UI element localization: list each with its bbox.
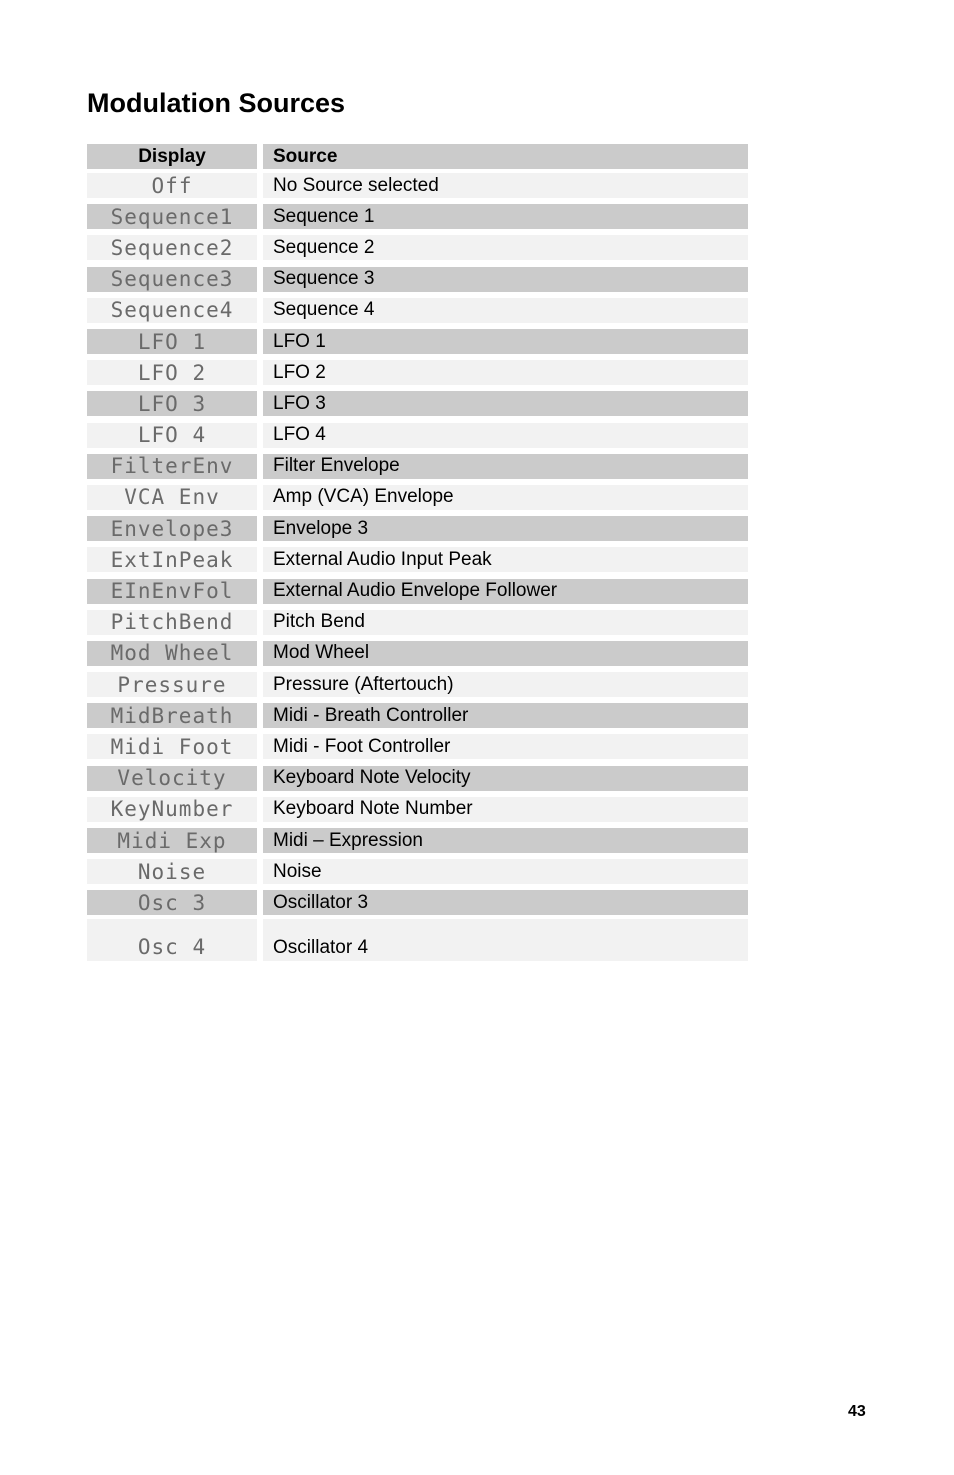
source-cell: Pressure (Aftertouch): [263, 672, 748, 697]
table-row: [87, 544, 748, 575]
source-cell: LFO 2: [263, 360, 748, 385]
page-number: 43: [848, 1403, 866, 1420]
display-cell: Sequence3: [87, 267, 257, 292]
source-cell: External Audio Input Peak: [263, 547, 748, 572]
table-row: [87, 638, 748, 669]
table-row: [87, 170, 748, 201]
display-cell: LFO 1: [87, 329, 257, 354]
source-cell: Noise: [263, 859, 748, 884]
display-cell: Osc 3: [87, 890, 257, 915]
display-cell: LFO 3: [87, 391, 257, 416]
table-row: [87, 731, 748, 762]
source-cell: LFO 1: [263, 329, 748, 354]
source-cell: Keyboard Note Velocity: [263, 766, 748, 791]
table-row: [87, 856, 748, 887]
source-cell: LFO 3: [263, 391, 748, 416]
table-row: [87, 295, 748, 326]
display-cell: VCA Env: [87, 485, 257, 510]
source-cell: Midi - Foot Controller: [263, 734, 748, 759]
display-cell: FilterEnv: [87, 454, 257, 479]
source-cell: Oscillator 3: [263, 890, 748, 915]
source-cell: Mod Wheel: [263, 641, 748, 666]
source-cell: External Audio Envelope Follower: [263, 579, 748, 604]
display-cell: Velocity: [87, 766, 257, 791]
display-cell: Sequence4: [87, 298, 257, 323]
table-row: [87, 420, 748, 451]
source-cell: Filter Envelope: [263, 454, 748, 479]
page-title: Modulation Sources: [87, 88, 346, 118]
source-cell: LFO 4: [263, 423, 748, 448]
display-cell: LFO 4: [87, 423, 257, 448]
display-cell: MidBreath: [87, 703, 257, 728]
source-cell: Amp (VCA) Envelope: [263, 485, 748, 510]
source-cell: Midi – Expression: [263, 828, 748, 853]
display-cell: EInEnvFol: [87, 579, 257, 604]
table-row: [87, 887, 748, 918]
source-cell: Oscillator 4: [263, 919, 748, 961]
source-cell: Sequence 4: [263, 298, 748, 323]
table-row: [87, 513, 748, 544]
table-row: [87, 669, 748, 700]
source-cell: Envelope 3: [263, 516, 748, 541]
table-row: [87, 700, 748, 731]
display-cell: Pressure: [87, 672, 257, 697]
table-row: [87, 201, 748, 232]
display-cell: Envelope3: [87, 516, 257, 541]
table-row: [87, 264, 748, 295]
table-row: [87, 919, 748, 961]
source-cell: No Source selected: [263, 173, 748, 198]
table-row: [87, 825, 748, 856]
display-cell: Sequence2: [87, 235, 257, 260]
table-row: [87, 482, 748, 513]
display-cell: Sequence1: [87, 204, 257, 229]
table-row: [87, 575, 748, 606]
display-cell: KeyNumber: [87, 797, 257, 822]
source-cell: Sequence 1: [263, 204, 748, 229]
source-cell: Sequence 3: [263, 267, 748, 292]
display-cell: Osc 4: [87, 919, 257, 961]
table-row: [87, 607, 748, 638]
table-row: [87, 357, 748, 388]
table-row: [87, 451, 748, 482]
source-cell: Sequence 2: [263, 235, 748, 260]
table-row: [87, 794, 748, 825]
display-cell: Midi Foot: [87, 734, 257, 759]
table-row: [87, 326, 748, 357]
table-row: [87, 763, 748, 794]
display-cell: ExtInPeak: [87, 547, 257, 572]
display-cell: Noise: [87, 859, 257, 884]
source-cell: Midi - Breath Controller: [263, 703, 748, 728]
header-display: Display: [87, 144, 257, 169]
display-cell: Mod Wheel: [87, 641, 257, 666]
display-cell: LFO 2: [87, 360, 257, 385]
display-cell: Off: [87, 173, 257, 198]
table-header-row: [87, 143, 748, 170]
display-cell: PitchBend: [87, 610, 257, 635]
header-source: Source: [263, 144, 748, 169]
table-row: [87, 232, 748, 263]
display-cell: Midi Exp: [87, 828, 257, 853]
table-row: [87, 388, 748, 419]
source-cell: Pitch Bend: [263, 610, 748, 635]
modulation-sources-table: [87, 143, 748, 961]
source-cell: Keyboard Note Number: [263, 797, 748, 822]
